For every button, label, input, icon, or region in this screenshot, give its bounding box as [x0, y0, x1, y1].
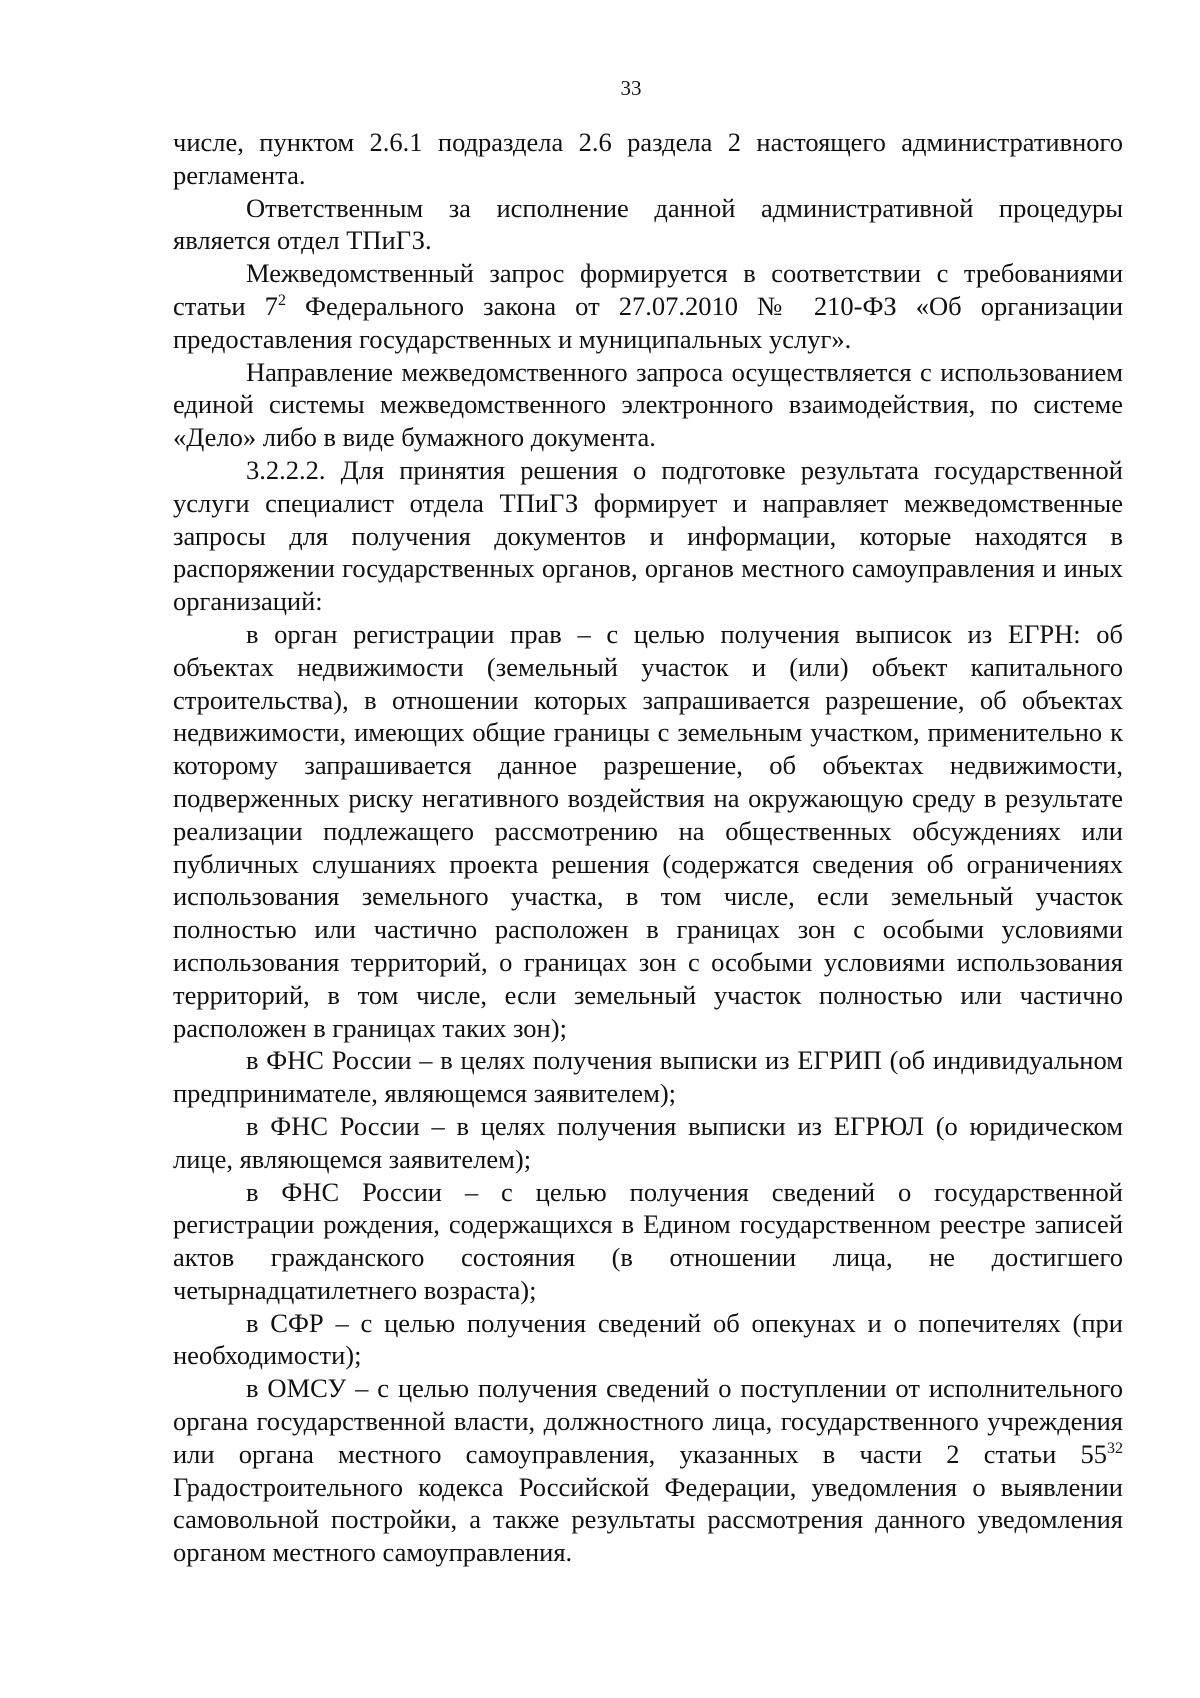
paragraph-11-text-start: в ОМСУ – с целью получения сведений о поступлении от исполнительного органа государственной власти, должностного лица, государственного учреждения или органа местного самоуправления, указанных в части 2 статьи 55: [173, 1373, 1123, 1469]
paragraph-1: числе, пунктом 2.6.1 подраздела 2.6 раздела 2 настоящего административного регламента.: [173, 127, 1123, 190]
paragraph-4: Направление межведомственного запроса осуществляется с использованием единой системы межведомственного электронного взаимодействия, по системе «Дело» либо в виде бумажного документа.: [173, 356, 1123, 453]
paragraph-10: в СФР – с целью получения сведений об опекунах и о попечителях (при необходимости);: [173, 1307, 1123, 1371]
paragraph-3-text-end: Федерального закона от 27.07.2010 № 210-ФЗ «Об организации предоставления государственных и муниципальных услуг».: [173, 290, 1124, 354]
paragraph-3-text-start: Межведомственный запрос формируется в соответствии с требованиями статьи 7: [173, 258, 1123, 321]
article-superscript: 2: [277, 292, 286, 310]
paragraph-7: в ФНС России – в целях получения выписки из ЕГРИП (об индивидуальном предпринимателе, являющемся заявителем);: [173, 1045, 1123, 1109]
paragraph-2: Ответственным за исполнение данной административной процедуры является отдел ТПиГЗ.: [173, 192, 1123, 256]
article-superscript: 32: [1107, 1440, 1123, 1458]
paragraph-8: в ФНС России – в целях получения выписки из ЕГРЮЛ (о юридическом лице, являющемся заявителем);: [173, 1110, 1123, 1174]
paragraph-9: в ФНС России – с целью получения сведений о государственной регистрации рождения, содержащихся в Едином государственном реестре записей актов гражданского состояния (в отношении лица, не достигшего четырнадцатилетнего возраста);: [173, 1176, 1123, 1305]
paragraph-5: 3.2.2.2. Для принятия решения о подготовке результата государственной услуги специалист отдела ТПиГЗ формирует и направляет межведомственные запросы для получения документов и информации, которые находятся в распоряжении государственных органов, органов местного самоуправления и иных организаций:: [173, 454, 1123, 617]
paragraph-6: в орган регистрации прав – с целью получения выписок из ЕГРН: об объектах недвижимости (земельный участок и (или) объект капитального строительства), в отношении которых запрашивается разрешение, об объектах недвижимости, имеющих общие границы с земельным участком, применительно к которому запрашивается данное разрешение, об объектах недвижимости, подверженных риску негативного воздействия на окружающую среду в результате реализации подлежащего рассмотрению на общественных обсуждениях или публичных слушаниях проекта решения (содержатся сведения об ограничениях использования земельного участка, в том числе, если земельный участок полностью или частично расположен в границах зон с особыми условиями использования территорий, о границах зон с особыми условиями использования территорий, в том числе, если земельный участок полностью или частично расположен в границах таких зон);: [173, 618, 1123, 1043]
document-body: [173, 126, 1123, 1569]
page-number: 33: [620, 76, 642, 100]
paragraph-11-text-end: Градостроительного кодекса Российской Федерации, уведомления о выявлении самовольной постройки, а также результаты рассмотрения данного уведомления органом местного самоуправления.: [173, 1471, 1123, 1568]
paragraph-11: [173, 1372, 1123, 1569]
paragraph-3: [173, 257, 1123, 355]
